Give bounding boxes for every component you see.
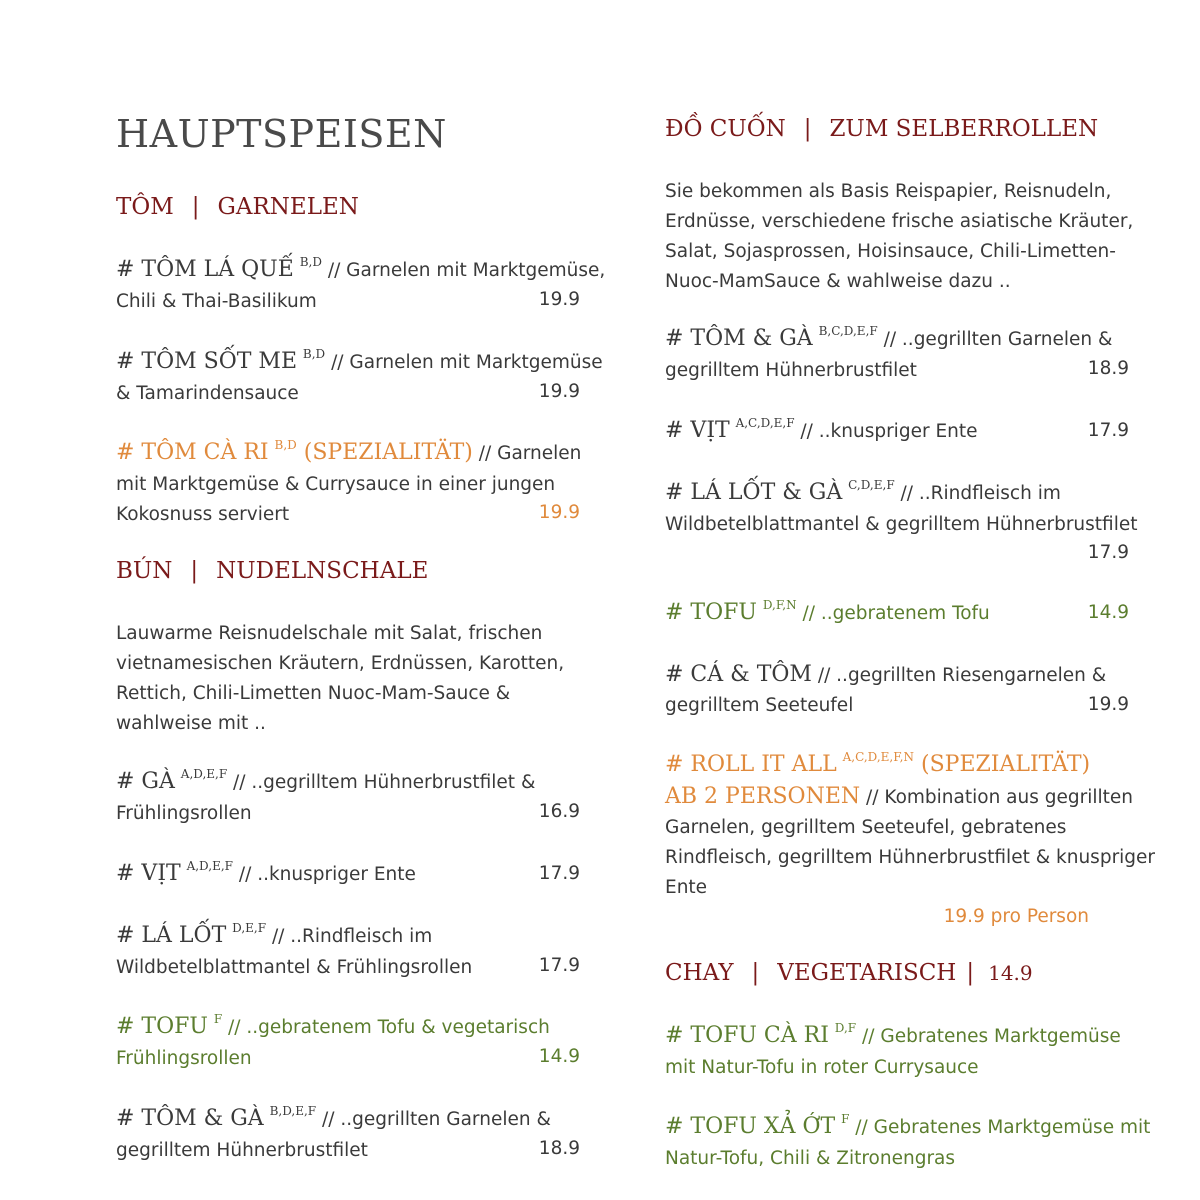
item-allergens: B,D xyxy=(274,438,297,452)
item-description: Ente xyxy=(665,877,708,898)
item-name: # TOFU xyxy=(665,600,757,625)
intro-line: Salat, Sojasprossen, Hoisinsauce, Chili-Limetten- xyxy=(665,241,1116,262)
section-de: NUDELNSCHALE xyxy=(216,558,429,584)
intro-line: Nuoc-MamSauce & wahlweise dazu .. xyxy=(665,271,1011,292)
section-heading-do-cuon xyxy=(665,116,1098,142)
item-allergens: D,F xyxy=(834,1021,857,1035)
item-description: Natur-Tofu, Chili & Zitronengras xyxy=(665,1148,956,1169)
section-intro-do-cuon xyxy=(665,177,1133,297)
section-separator: | xyxy=(191,194,200,220)
intro-line: Rettich, Chili-Limetten Nuoc-Mam-Sauce & xyxy=(116,683,511,704)
menu-item-bun-tom-ga xyxy=(116,1104,596,1166)
item-name: # LÁ LỐT & GÀ xyxy=(665,480,843,505)
section-vn: ĐỒ CUỐN xyxy=(665,116,786,142)
item-description: Chili & Thai-Basilikum xyxy=(116,291,317,312)
menu-item-chay-tofu-ca-ri xyxy=(665,1021,1165,1083)
menu-item-bun-la-lot xyxy=(116,921,596,983)
item-allergens: C,D,E,F xyxy=(848,478,895,492)
item-description: // ..gebratenem Tofu & vegetarisch xyxy=(222,1017,550,1038)
menu-item-bun-vit xyxy=(116,859,596,891)
item-name: # TOFU CÀ RI xyxy=(665,1023,829,1048)
menu-item-bun-tofu xyxy=(116,1012,596,1074)
menu-item-docuon-vit xyxy=(665,416,1165,448)
item-allergens: B,D,E,F xyxy=(269,1104,317,1118)
item-price: 18.9 xyxy=(1087,358,1129,379)
section-de: GARNELEN xyxy=(217,194,359,220)
item-description: // Kombination aus gegrillten xyxy=(860,787,1134,808)
item-name: # ROLL IT ALL xyxy=(665,752,837,777)
item-description: // Garnelen xyxy=(472,443,582,464)
menu-item-docuon-roll-it-all xyxy=(665,750,1185,927)
menu-item-docuon-tofu xyxy=(665,598,1165,630)
item-description: Frühlingsrollen xyxy=(116,803,252,824)
item-description: & Tamarindensauce xyxy=(116,383,299,404)
section-vn: BÚN xyxy=(116,558,173,584)
item-price: 17.9 xyxy=(538,955,580,976)
item-price: 19.9 xyxy=(538,289,580,310)
intro-line: Erdnüsse, verschiedene frische asiatische Kräuter, xyxy=(665,211,1134,232)
item-description: Garnelen, gegrilltem Seeteufel, gebratenes xyxy=(665,817,1067,838)
item-name: # TÔM & GÀ xyxy=(116,1106,264,1131)
item-description: // Gebratenes Marktgemüse mit xyxy=(849,1117,1151,1138)
section-price: 14.9 xyxy=(988,961,1033,985)
item-price: 17.9 xyxy=(1087,420,1129,441)
item-description: mit Natur-Tofu in roter Currysauce xyxy=(665,1057,979,1078)
section-heading-bun xyxy=(116,558,428,584)
menu-item-tom-la-que xyxy=(116,255,606,317)
item-description: // ..gegrilltem Hühnerbrustfilet & xyxy=(227,772,536,793)
intro-line: vietnamesischen Kräutern, Erdnüssen, Karotten, xyxy=(116,653,565,674)
specialty-tag: (SPEZIALITÄT) xyxy=(296,440,473,465)
item-allergens: A,D,E,F xyxy=(186,859,233,873)
section-de: ZUM SELBERROLLEN xyxy=(829,116,1099,142)
section-de: VEGETARISCH xyxy=(777,960,957,986)
page-title: HAUPTSPEISEN xyxy=(116,112,447,156)
menu-item-bun-ga xyxy=(116,767,596,829)
section-intro-bun xyxy=(116,619,564,739)
item-allergens: D,F,N xyxy=(762,598,797,612)
item-allergens: A,D,E,F xyxy=(180,767,228,781)
section-vn: CHAY xyxy=(665,960,734,986)
section-separator: | xyxy=(751,960,760,986)
menu-item-tom-ca-ri xyxy=(116,438,596,530)
item-name: # LÁ LỐT xyxy=(116,923,227,948)
item-price: 18.9 xyxy=(538,1138,580,1159)
section-heading-chay xyxy=(665,960,1033,986)
item-price: 16.9 xyxy=(538,801,580,822)
item-description: // ..knuspriger Ente xyxy=(232,864,416,885)
item-description: Wildbetelblattmantel & Frühlingsrollen xyxy=(116,957,473,978)
item-description: // Garnelen mit Marktgemüse, xyxy=(321,260,606,281)
item-name: # TÔM LÁ QUẾ xyxy=(116,257,294,282)
item-name: # VỊT xyxy=(116,861,181,886)
item-price: 14.9 xyxy=(538,1046,580,1067)
item-description: // ..knuspriger Ente xyxy=(794,421,978,442)
item-description: gegrilltem Hühnerbrustfilet xyxy=(116,1140,368,1161)
item-description: mit Marktgemüse & Currysauce in einer jungen xyxy=(116,474,556,495)
item-name: # GÀ xyxy=(116,769,175,794)
item-description: // ..Rindfleisch im xyxy=(266,926,433,947)
item-name: # TÔM SỐT ME xyxy=(116,349,298,374)
item-price: 17.9 xyxy=(538,863,580,884)
item-price: 14.9 xyxy=(1087,602,1129,623)
item-name-line2: AB 2 PERSONEN xyxy=(665,784,861,809)
item-description: Frühlingsrollen xyxy=(116,1048,252,1069)
intro-line: wahlweise mit .. xyxy=(116,713,266,734)
item-price: 19.9 xyxy=(538,502,580,523)
item-allergens: F xyxy=(213,1012,223,1026)
item-description: // ..gegrillten Garnelen & xyxy=(877,329,1113,350)
item-price: 17.9 xyxy=(1087,542,1129,563)
section-separator: | xyxy=(966,960,975,986)
item-description: // Gebratenes Marktgemüse xyxy=(856,1026,1121,1047)
item-description: gegrilltem Hühnerbrustfilet xyxy=(665,360,917,381)
specialty-tag: (SPEZIALITÄT) xyxy=(914,752,1091,777)
item-name: # TÔM & GÀ xyxy=(665,326,813,351)
item-allergens: A,C,D,E,F xyxy=(735,416,795,430)
item-description: Rindfleisch, gegrilltem Hühnerbrustfilet & knuspriger xyxy=(665,847,1156,868)
section-separator: | xyxy=(803,116,812,142)
section-separator: | xyxy=(190,558,199,584)
item-description: Kokosnuss serviert xyxy=(116,504,290,525)
item-description: // Garnelen mit Marktgemüse xyxy=(325,352,603,373)
item-name: # CÁ & TÔM xyxy=(665,662,812,687)
item-name: # TOFU XẢ ỚT xyxy=(665,1114,836,1139)
item-description: // ..gebratenem Tofu xyxy=(796,603,990,624)
item-allergens: F xyxy=(841,1112,850,1126)
item-allergens: A,C,D,E,F,N xyxy=(842,750,914,764)
item-allergens: B,D xyxy=(299,255,322,269)
item-description: gegrilltem Seeteufel xyxy=(665,695,854,716)
menu-item-docuon-tom-ga xyxy=(665,324,1165,386)
intro-line: Lauwarme Reisnudelschale mit Salat, frischen xyxy=(116,623,543,644)
section-vn: TÔM xyxy=(116,194,174,220)
item-name: # VỊT xyxy=(665,418,730,443)
item-name: # TOFU xyxy=(116,1014,208,1039)
item-description: // ..Rindfleisch im xyxy=(894,483,1061,504)
item-name: # TÔM CÀ RI xyxy=(116,440,269,465)
item-description: Wildbetelblattmantel & gegrilltem Hühnerbrustfilet xyxy=(665,514,1138,535)
menu-item-docuon-la-lot-ga xyxy=(665,478,1165,563)
item-allergens: B,D xyxy=(302,347,326,361)
section-heading-tom xyxy=(116,194,359,220)
item-description: // ..gegrillten Garnelen & xyxy=(316,1109,551,1130)
item-price: 19.9 xyxy=(538,381,580,402)
intro-line: Sie bekommen als Basis Reispapier, Reisnudeln, xyxy=(665,181,1112,202)
item-allergens: B,C,D,E,F xyxy=(818,324,878,338)
menu-item-docuon-ca-tom xyxy=(665,660,1165,721)
menu-item-chay-tofu-xa-ot xyxy=(665,1112,1185,1174)
menu-item-tom-sot-me xyxy=(116,347,603,409)
item-price: 19.9 pro Person xyxy=(943,906,1089,927)
item-price: 19.9 xyxy=(1087,694,1129,715)
item-allergens: D,E,F xyxy=(232,921,267,935)
item-description: // ..gegrillten Riesengarnelen & xyxy=(811,665,1107,686)
